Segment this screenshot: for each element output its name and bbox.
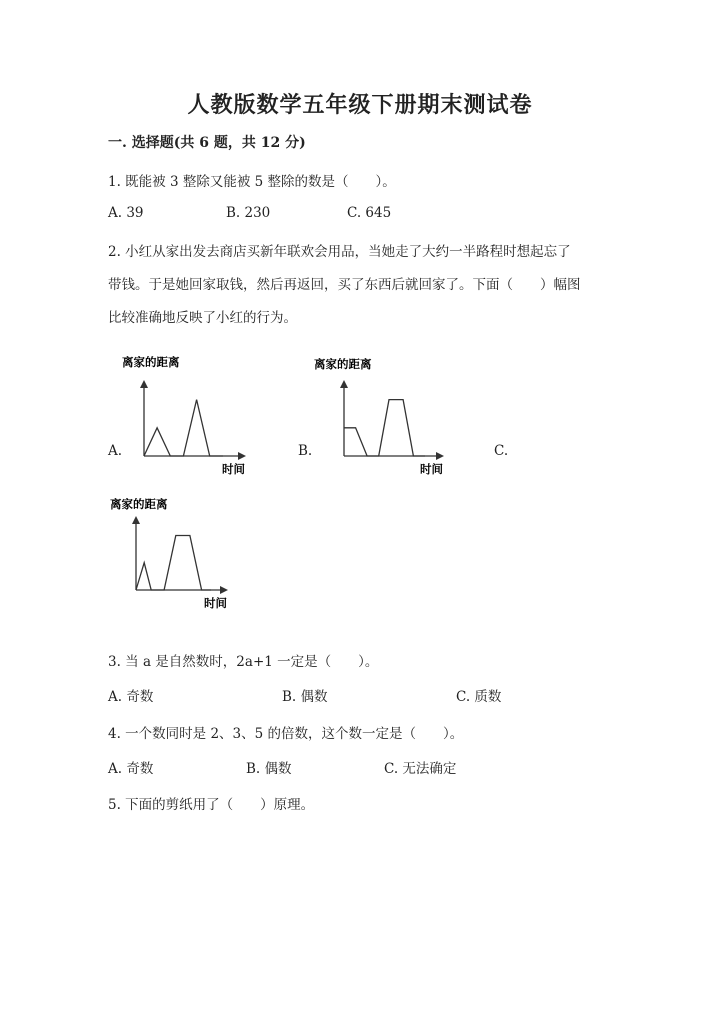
question-5-stem: 5. 下面的剪纸用了（ ）原理。 — [108, 797, 315, 813]
question-1-option-b: B. 230 — [226, 205, 271, 221]
question-3-option-a: A. 奇数 — [108, 689, 154, 705]
option-label-c: C. — [494, 443, 509, 459]
graph-b-line — [344, 400, 425, 456]
graph-c-x-arrow — [220, 586, 228, 594]
graph-b — [312, 350, 462, 480]
graph-a-xlabel: 时间 — [222, 462, 245, 476]
question-1-option-c: C. 645 — [347, 205, 392, 221]
graph-c — [108, 490, 258, 620]
graph-c-xlabel: 时间 — [204, 596, 227, 610]
section-heading: 一. 选择题(共 6 题，共 12 分) — [108, 135, 306, 151]
graph-b-xlabel: 时间 — [420, 462, 443, 476]
page-title: 人教版数学五年级下册期末测试卷 — [187, 92, 533, 118]
graph-a-x-arrow — [238, 452, 246, 460]
option-label-a: A. — [108, 443, 123, 459]
question-4-stem: 4. 一个数同时是 2、3、5 的倍数，这个数一定是（ ）。 — [108, 726, 464, 742]
question-4-option-c: C. 无法确定 — [384, 761, 457, 777]
graph-a — [118, 350, 268, 480]
graph-c-line — [136, 536, 211, 591]
graph-a-line — [144, 400, 223, 456]
question-1-stem: 1. 既能被 3 整除又能被 5 整除的数是（ ）。 — [108, 174, 396, 190]
graph-a-y-arrow — [140, 380, 148, 388]
graph-b-x-arrow — [436, 452, 444, 460]
question-3-option-b: B. 偶数 — [282, 689, 328, 705]
graph-b-svg — [312, 350, 462, 480]
question-4-option-b: B. 偶数 — [246, 761, 292, 777]
graph-c-ylabel: 离家的距离 — [110, 497, 168, 511]
option-label-b: B. — [298, 443, 313, 459]
graph-a-ylabel: 离家的距离 — [122, 355, 180, 369]
graph-b-ylabel: 离家的距离 — [314, 357, 372, 371]
graph-b-y-arrow — [340, 380, 348, 388]
question-4-option-a: A. 奇数 — [108, 761, 154, 777]
graph-c-svg — [108, 490, 258, 620]
graph-c-y-arrow — [132, 516, 140, 524]
question-3-option-c: C. 质数 — [456, 689, 502, 705]
question-3-stem: 3. 当 a 是自然数时，2a+1 一定是（ ）。 — [108, 654, 379, 670]
question-1-option-a: A. 39 — [108, 205, 144, 221]
question-2-line-2: 带钱。于是她回家取钱，然后再返回，买了东西后就回家了。下面（ ）幅图 — [108, 277, 581, 293]
graph-a-svg — [118, 350, 268, 480]
question-2-line-1: 2. 小红从家出发去商店买新年联欢会用品，当她走了大约一半路程时想起忘了 — [108, 244, 571, 260]
question-2-line-3: 比较准确地反映了小红的行为。 — [108, 310, 297, 326]
